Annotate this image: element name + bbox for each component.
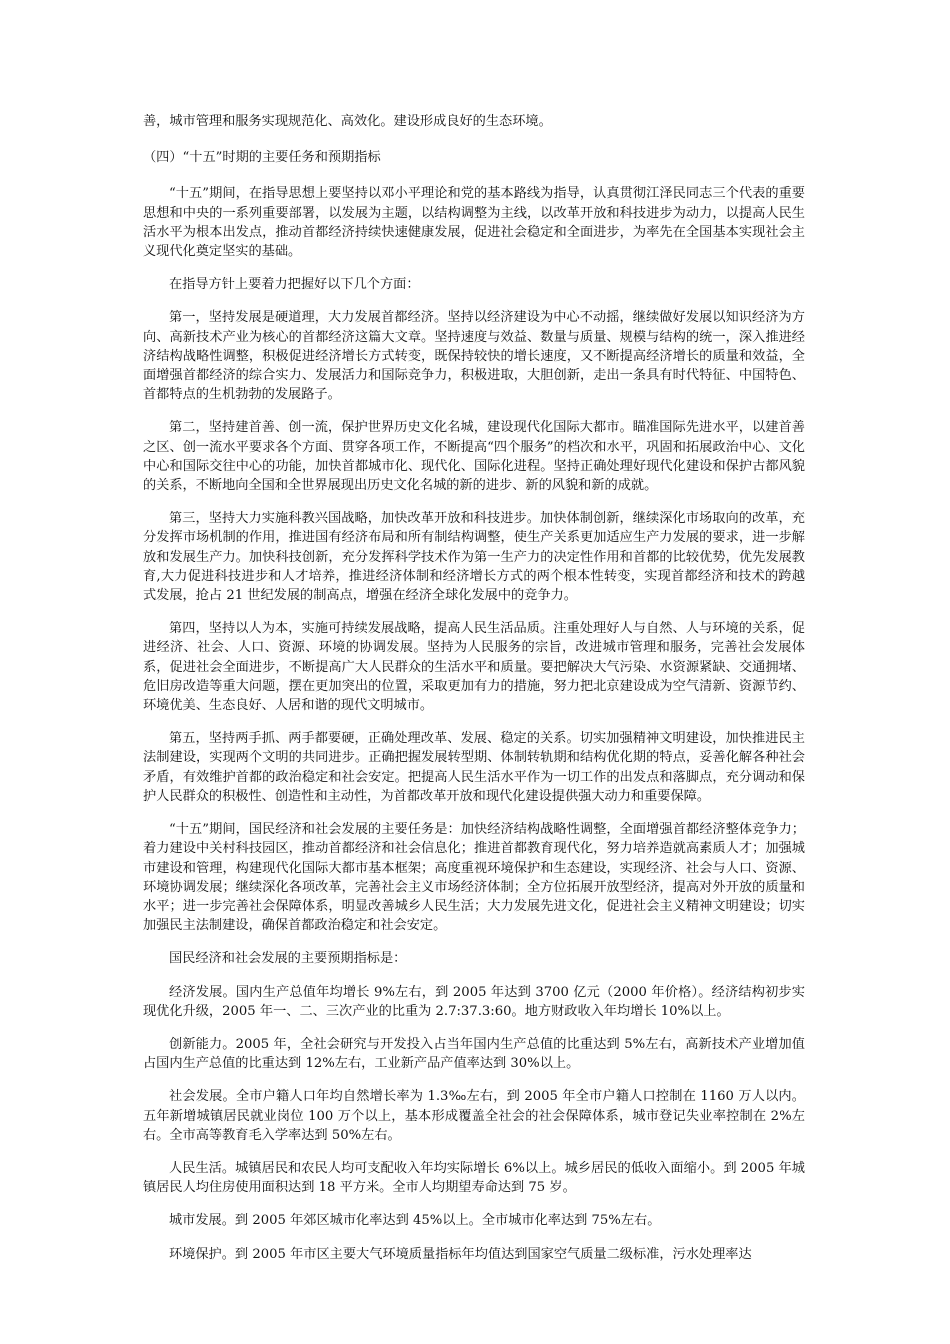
document-body: [143, 112, 805, 1278]
paragraph-point-5: 第五，坚持两手抓、两手都要硬，正确处理改革、发展、稳定的关系。切实加强精神文明建设，加快推进民主法制建设，实现两个文明的共同进步。正确把握发展转型期、体制转轨期和结构优化期的特点，妥善化解各种社会矛盾，有效维护首都的政治稳定和社会安定。把提高人民生活水平作为一切工作的出发点和落脚点，充分调动和保护人民群众的积极性、创造性和主动性，为首都改革开放和现代化建设提供强大动力和重要保障。: [143, 731, 805, 804]
paragraph-point-3: 第三，坚持大力实施科教兴国战略，加快改革开放和科技进步。加快体制创新，继续深化市场取向的改革，充分发挥市场机制的作用，推进国有经济布局和所有制结构调整，使生产关系更加适应生产力发展的要求，进一步解放和发展生产力。加快科技创新，充分发挥科学技术作为第一生产力的决定性作用和首都的比较优势，优先发展教育,大力促进科技进步和人才培养，推进经济体制和经济增长方式的两个根本性转变，实现首都经济和技术的跨越式发展，抢占 21 世纪发展的制高点，增强在经济全球化发展中的竞争力。: [143, 511, 805, 604]
paragraph-urban-development: 城市发展。到 2005 年郊区城市化率达到 45%以上。全市城市化率达到 75%左右。: [169, 1213, 661, 1229]
paragraph-continuation: 善，城市管理和服务实现规范化、高效化。建设形成良好的生态环境。: [143, 114, 552, 129]
paragraph-point-1: 第一，坚持发展是硬道理，大力发展首都经济。坚持以经济建设为中心不动摇，继续做好发展以知识经济为方向、高新技术产业为核心的首都经济这篇大文章。坚持速度与效益、数量与质量、规模与结构的统一，深入推进经济结构战略性调整，积极促进经济增长方式转变，既保持较快的增长速度，又不断提高经济增长的质量和效益，全面增强首都经济的综合实力、发展活力和国际竞争力，积极进取，大胆创新，走出一条具有时代特征、中国特色、首都特点的生机勃勃的发展路子。: [143, 310, 805, 403]
section-heading: （四）“十五”时期的主要任务和预期指标: [143, 150, 381, 166]
paragraph-social-development: 社会发展。全市户籍人口年均自然增长率为 1.3‰左右，到 2005 年全市户籍人口控制在 1160 万人以内。五年新增城镇居民就业岗位 100 万个以上，基本形成覆盖全社会的社会保障体系，城市登记失业率控制在 2%左右。全市高等教育毛入学率达到 50%左右。: [143, 1089, 805, 1143]
paragraph-indicators-intro: 国民经济和社会发展的主要预期指标是：: [169, 951, 407, 967]
paragraph-living-standards: 人民生活。城镇居民和农民人均可支配收入年均实际增长 6%以上。城乡居民的低收入面缩小。到 2005 年城镇居民人均住房使用面积达到 18 平方米。全市人均期望寿命达到 75 岁。: [143, 1160, 805, 1196]
paragraph-main-tasks: “十五”期间，国民经济和社会发展的主要任务是：加快经济结构战略性调整，全面增强首都经济整体竞争力；着力建设中关村科技园区，推动首都经济和社会信息化；推进首都教育现代化，努力培养造就高素质人才；加强城市建设和管理，构建现代化国际大都市基本框架；高度重视环境保护和生态建设，实现经济、社会与人口、资源、环境协调发展；继续深化各项改革，完善社会主义市场经济体制；全方位拓展开放型经济，提高对外开放的质量和水平；进一步完善社会保障体系，明显改善城乡人民生活；大力发展先进文化，促进社会主义精神文明建设；切实加强民主法制建设，确保首都政治稳定和社会安定。: [143, 822, 805, 934]
paragraph-guidelines-intro: 在指导方针上要着力把握好以下几个方面：: [169, 277, 420, 293]
paragraph-point-4: 第四，坚持以人为本，实施可持续发展战略，提高人民生活品质。注重处理好人与自然、人与环境的关系，促进经济、社会、人口、资源、环境的协调发展。坚持为人民服务的宗旨，改进城市管理和服务，完善社会发展体系，促进社会全面进步，不断提高广大人民群众的生活水平和质量。要把解决大气污染、水资源紧缺、交通拥堵、危旧房改造等重大问题，摆在更加突出的位置，采取更加有力的措施，努力把北京建设成为空气清新、资源节约、环境优美、生态良好、人居和谐的现代文明城市。: [143, 621, 805, 714]
paragraph-point-2: 第二，坚持建首善、创一流，保护世界历史文化名城，建设现代化国际大都市。瞄准国际先进水平，以建首善之区、创一流水平要求各个方面、贯穿各项工作，不断提高“四个服务”的档次和水平，巩固和拓展政治中心、文化中心和国际交往中心的功能，加快首都城市化、现代化、国际化进程。坚持正确处理好现代化建设和保护古都风貌的关系，不断地向全国和全世界展现出历史文化名城的新的进步、新的风貌和新的成就。: [143, 420, 805, 494]
paragraph-environmental-protection: 环境保护。到 2005 年市区主要大气环境质量指标年均值达到国家空气质量二级标准，污水处理率达: [169, 1246, 752, 1262]
paragraph-guiding-ideology: “十五”期间，在指导思想上要坚持以邓小平理论和党的基本路线为指导，认真贯彻江泽民同志三个代表的重要思想和中央的一系列重要部署，以发展为主题，以结构调整为主线，以改革开放和科技进步为动力，以提高人民生活水平为根本出发点，推动首都经济持续快速健康发展，促进社会稳定和全面进步，为率先在全国基本实现社会主义现代化奠定坚实的基础。: [143, 186, 805, 260]
paragraph-economic-development: 经济发展。国内生产总值年均增长 9%左右，到 2005 年达到 3700 亿元（2000 年价格）。经济结构初步实现优化升级，2005 年一、二、三次产业的比重为 2.7:37.3:60。地方财政收入年均增长 10%以上。: [143, 984, 805, 1019]
paragraph-innovation: 创新能力。2005 年，全社会研究与开发投入占当年国内生产总值的比重达到 5%左右，高新技术产业增加值占国内生产总值的比重达到 12%左右，工业新产品产值率达到 30%以上。: [143, 1036, 805, 1072]
